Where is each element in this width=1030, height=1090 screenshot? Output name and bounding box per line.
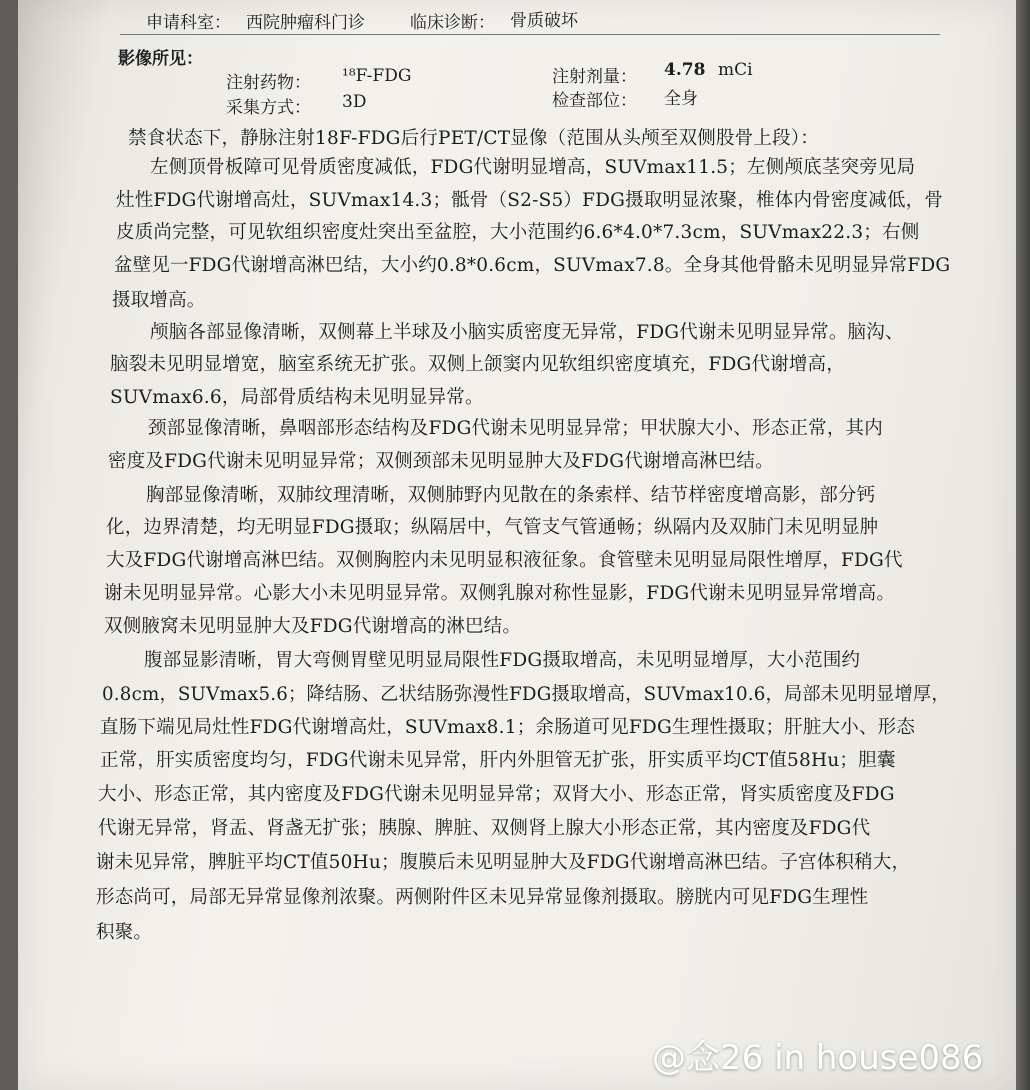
bone-line-1: 左侧顶骨板障可见骨质密度减低，FDG代谢明显增高，SUVmax11.5；左侧颅底茎突旁见局	[150, 157, 916, 178]
brain-line-1: 颅脑各部显像清晰，双侧幕上半球及小脑实质密度无异常，FDG代谢未见明显异常。脑沟、	[150, 322, 904, 343]
chest-line-4: 谢未见明显异常。心影大小未见明显异常。双侧乳腺对称性显影，FDG代谢未见明显异常增高。	[104, 583, 896, 604]
diagnosis-label: 临床诊断：	[410, 13, 495, 33]
dept-value: 西院肿瘤科门诊	[246, 13, 365, 33]
dose-value: 4.78	[664, 60, 706, 80]
abdomen-line-1: 腹部显影清晰，胃大弯侧胃壁见明显局限性FDG摄取增高，未见明显增厚，大小范围约	[144, 650, 861, 671]
bone-line-3: 皮质尚完整，可见软组织密度灶突出至盆腔，大小范围约6.6*4.0*7.3cm，SUVmax22.3；右侧	[116, 222, 920, 243]
neck-line-2: 密度及FDG代谢未见明显异常；双侧颈部未见明显肿大及FDG代谢增高淋巴结。	[108, 451, 774, 472]
chest-line-3: 大及FDG代谢增高淋巴结。双侧胸腔内未见明显积液征象。食管壁未见明显局限性增厚，FDG代	[106, 550, 903, 571]
abdomen-line-3: 直肠下端见局灶性FDG代谢增高灶，SUVmax8.1；余肠道可见FDG生理性摄取；肝脏大小、形态	[100, 717, 916, 738]
intro-line: 禁食状态下，静脉注射18F-FDG后行PET/CT显像（范围从头颅至双侧股骨上段）：	[128, 128, 819, 149]
page-edge	[1016, 0, 1030, 1090]
mode-label: 采集方式：	[226, 98, 311, 118]
chest-line-1: 胸部显像清晰，双肺纹理清晰，双侧肺野内见散在的条索样、结节样密度增高影，部分钙	[146, 485, 876, 506]
mode-value: 3D	[342, 92, 367, 112]
brain-line-2: 脑裂未见明显增宽，脑室系统无扩张。双侧上颌窦内见软组织密度填充，FDG代谢增高，	[110, 354, 845, 375]
drug-label: 注射药物：	[226, 73, 311, 93]
abdomen-line-7: 谢未见异常，脾脏平均CT值50Hu；腹膜后未见明显肿大及FDG代谢增高淋巴结。子宫体积稍大，	[96, 852, 911, 873]
abdomen-line-8: 形态尚可，局部无异常显像剂浓聚。两侧附件区未见异常显像剂摄取。膀胱内可见FDG生理性	[96, 887, 869, 908]
site-label: 检查部位：	[552, 91, 637, 111]
diagnosis-value: 骨质破坏	[510, 11, 578, 31]
chest-line-2: 化，边界清楚，均无明显FDG摄取；纵隔居中，气管支气管通畅；纵隔内及双肺门未见明显肿	[106, 517, 879, 538]
site-value: 全身	[664, 89, 698, 109]
abdomen-line-2: 0.8cm，SUVmax5.6；降结肠、乙状结肠弥漫性FDG摄取增高，SUVmax10.6，局部未见明显增厚，	[102, 684, 950, 705]
abdomen-line-5: 大小、形态正常，其内密度及FDG代谢未见明显异常；双肾大小、形态正常，肾实质密度及FDG	[98, 784, 895, 805]
chest-line-5: 双侧腋窝未见明显肿大及FDG代谢增高的淋巴结。	[104, 616, 522, 637]
dose-label: 注射剂量：	[552, 67, 637, 87]
bone-line-5: 摄取增高。	[112, 290, 206, 311]
neck-line-1: 颈部显像清晰，鼻咽部形态结构及FDG代谢未见明显异常；甲状腺大小、形态正常，其内	[148, 418, 883, 439]
bone-line-2: 灶性FDG代谢增高灶，SUVmax14.3；骶骨（S2-S5）FDG摄取明显浓聚，椎体内骨密度减低，骨	[116, 190, 944, 211]
dept-label: 申请科室：	[146, 13, 231, 33]
brain-line-3: SUVmax6.6，局部骨质结构未见明显异常。	[110, 387, 484, 408]
bone-line-4: 盆壁见一FDG代谢增高淋巴结，大小约0.8*0.6cm，SUVmax7.8。全身其他骨骼未见明显异常FDG	[114, 255, 951, 276]
watermark: @念26 in house086	[652, 1038, 984, 1078]
abdomen-line-6: 代谢无异常，肾盂、肾盏无扩张；胰腺、脾脏、双侧肾上腺大小形态正常，其内密度及FDG代	[98, 818, 871, 839]
abdomen-line-9: 积聚。	[96, 922, 153, 943]
abdomen-line-4: 正常，肝实质密度均匀，FDG代谢未见异常，肝内外胆管无扩张，肝实质平均CT值58Hu；胆囊	[100, 750, 896, 771]
drug-value: ¹⁸F-FDG	[342, 66, 412, 86]
header-divider	[120, 34, 940, 35]
findings-title: 影像所见：	[118, 49, 203, 69]
dose-unit: mCi	[718, 60, 753, 80]
